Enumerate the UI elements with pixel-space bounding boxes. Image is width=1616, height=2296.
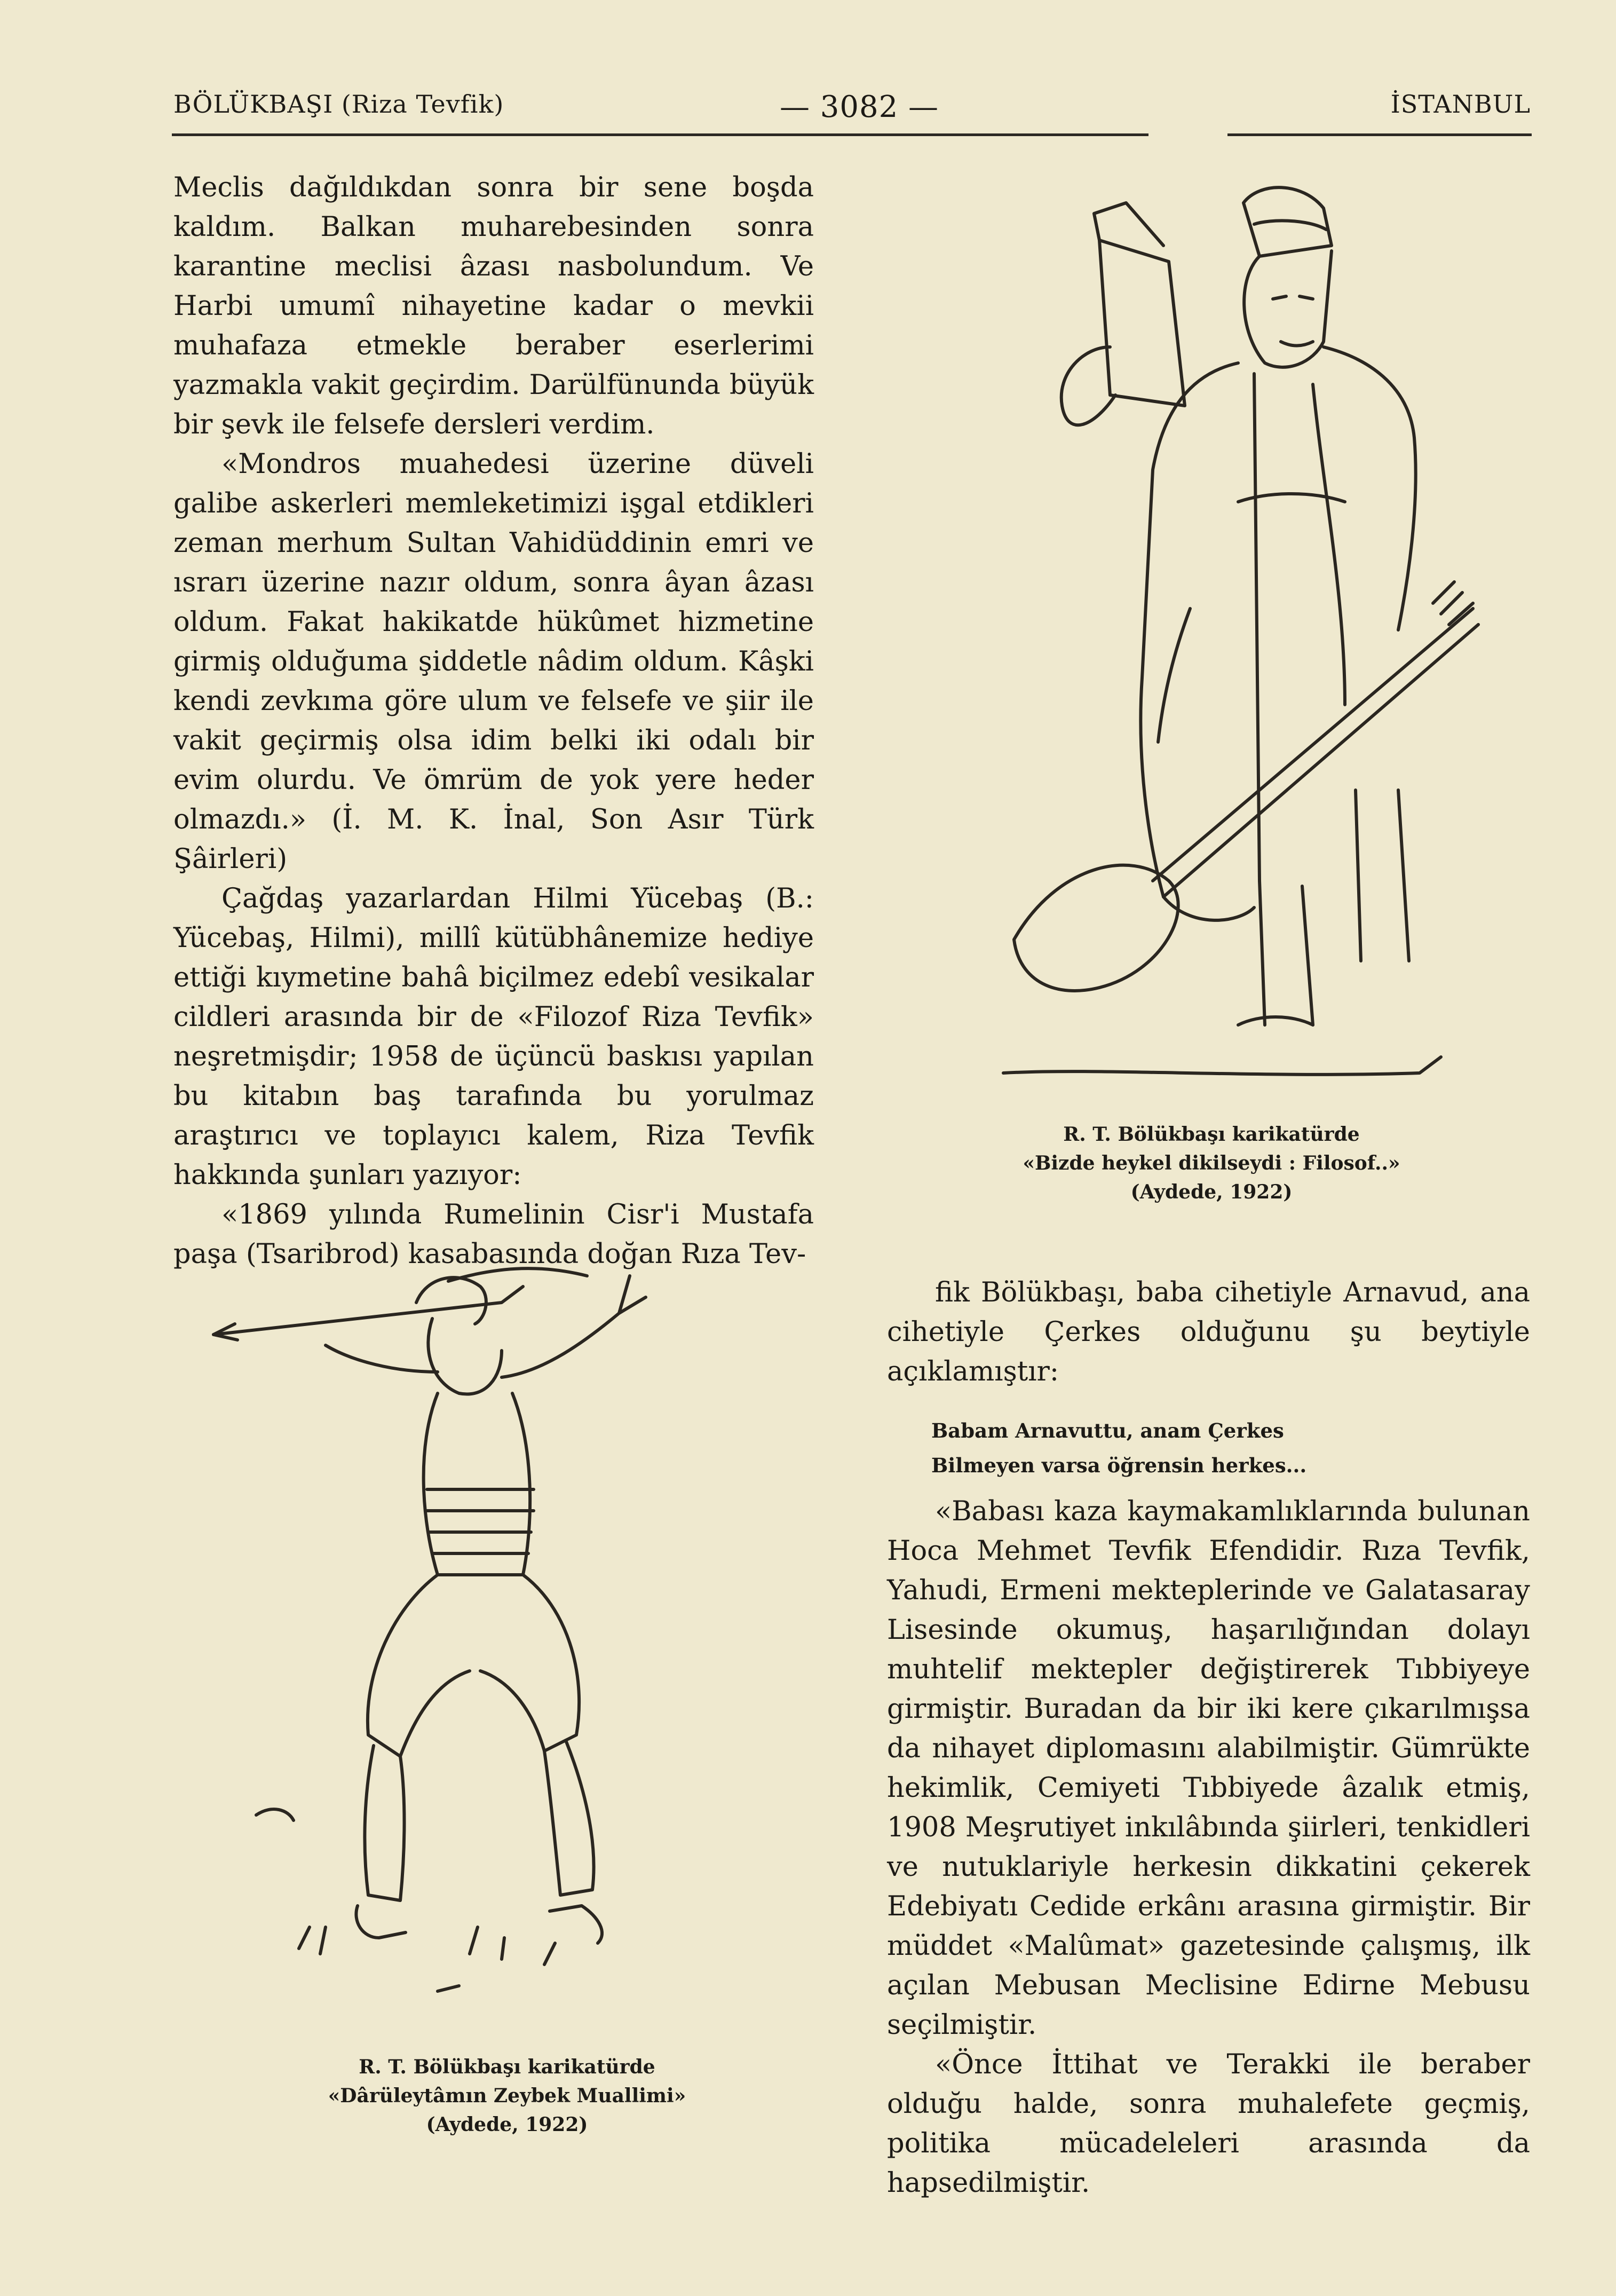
figure-caption-left [203, 2053, 811, 2139]
paragraph: «Mondros muahedesi üzerine düveli galibe askerleri memleketimizi işgal etdikleri zeman merhum Sultan Vahidüddinin emri ve ısrarı üzerine nazır oldum, sonra âyan âzası oldum. Fakat hakikatde hükûmet hizmetine girmiş olduğuma şiddetle nâdim oldum. Kâşki kendi zevkıma göre ulum ve felsefe ve şiir ile vakit geçirmiş olsa idim belki iki odalı bir evim olurdu. Ve ömrüm de yok yere heder olmazdı.» (İ. M. K. İnal, Son Asır Türk Şâirleri) [173, 448, 814, 875]
header-rule [1227, 133, 1532, 136]
caption-line: (Aydede, 1922) [426, 2113, 588, 2136]
paragraph: Meclis dağıldıkdan sonra bir sene boşda kaldım. Balkan muharebesinden sonra karantine meclisi âzası nasbolundum. Ve Harbi umumî nihayetine kadar o mevkii muhafaza etmekle beraber eserlerimi yazmakla vakit geçirdim. Darülfünunda büyük bir şevk ile felsefe dersleri verdim. [173, 172, 814, 440]
verse-line: Bilmeyen varsa öğrensin herkes... [931, 1454, 1307, 1477]
running-header-section: İSTANBUL [1390, 90, 1531, 119]
page-number: — 3082 — [779, 90, 939, 124]
right-column-text [887, 1273, 1530, 1392]
figure-caption-right [929, 1120, 1494, 1206]
caricature-zeybek-illustration [203, 1244, 811, 2045]
caption-line: R. T. Bölükbaşı karikatürde [359, 2056, 655, 2078]
left-column-text [173, 168, 814, 1274]
verse-line: Babam Arnavuttu, anam Çerkes [931, 1419, 1284, 1442]
paragraph: «Önce İttihat ve Terakki ile beraber olduğu halde, sonra muhalefete geçmiş, politika mücadeleleri arasında da hapsedilmiştir. [887, 2049, 1530, 2199]
paragraph: «Babası kaza kaymakamlıklarında bulunan Hoca Mehmet Tevfik Efendidir. Rıza Tevfik, Yahudi, Ermeni mekteplerinde ve Galatasaray Lisesinde okumuş, haşarılığından dolayı muhtelif mektepler değiştirerek Tıbbiyeye girmiştir. Buradan da bir iki kere çıkarılmışsa da nihayet diplomasını alabilmiştir. Gümrükte hekimlik, Cemiyeti Tıbbiyede âzalık etmiş, 1908 Meşrutiyet inkılâbında şiirleri, tenkidleri ve nutuklariyle herkesin dikkatini çekerek Edebiyatı Cedide erkânı arasına girmiştir. Bir müddet «Malûmat» gazetesinde çalışmış, ilk açılan Mebusan Meclisine Edirne Mebusu seçilmiştir. [887, 1496, 1530, 2041]
paragraph: fik Bölükbaşı, baba cihetiyle Arnavud, ana cihetiyle Çerkes olduğunu şu beytiyle açıklamıştır: [887, 1277, 1530, 1387]
verse-couplet [931, 1414, 1518, 1483]
caption-line: «Bizde heykel dikilseydi : Filosof..» [1023, 1152, 1400, 1174]
right-column-text-continued [887, 1492, 1530, 2203]
paragraph: «1869 yılında Rumelinin Cisr'i Mustafa paşa (Tsaribrod) kasabasında doğan Rıza Tev- [173, 1199, 814, 1270]
caption-line: «Dârüleytâmın Zeybek Muallimi» [328, 2085, 686, 2107]
header-rule [172, 133, 1148, 136]
caption-line: R. T. Bölükbaşı karikatürde [1063, 1123, 1360, 1146]
running-header-title: BÖLÜKBAŞI (Riza Tevfik) [173, 90, 504, 119]
caption-line: (Aydede, 1922) [1130, 1181, 1293, 1203]
paragraph: Çağdaş yazarlardan Hilmi Yücebaş (B.: Yücebaş, Hilmi), millî kütübhânemize hediye ettiği kıymetine bahâ biçilmez edebî vesikalar cildleri arasında bir de «Filozof Riza Tevfik» neşretmişdir; 1958 de üçüncü baskısı yapılan bu kitabın baş tarafında bu yorulmaz araştırıcı ve toplayıcı kalem, Riza Tevfik hakkında şunları yazıyor: [173, 883, 814, 1191]
caricature-philosopher-illustration [939, 171, 1484, 1110]
